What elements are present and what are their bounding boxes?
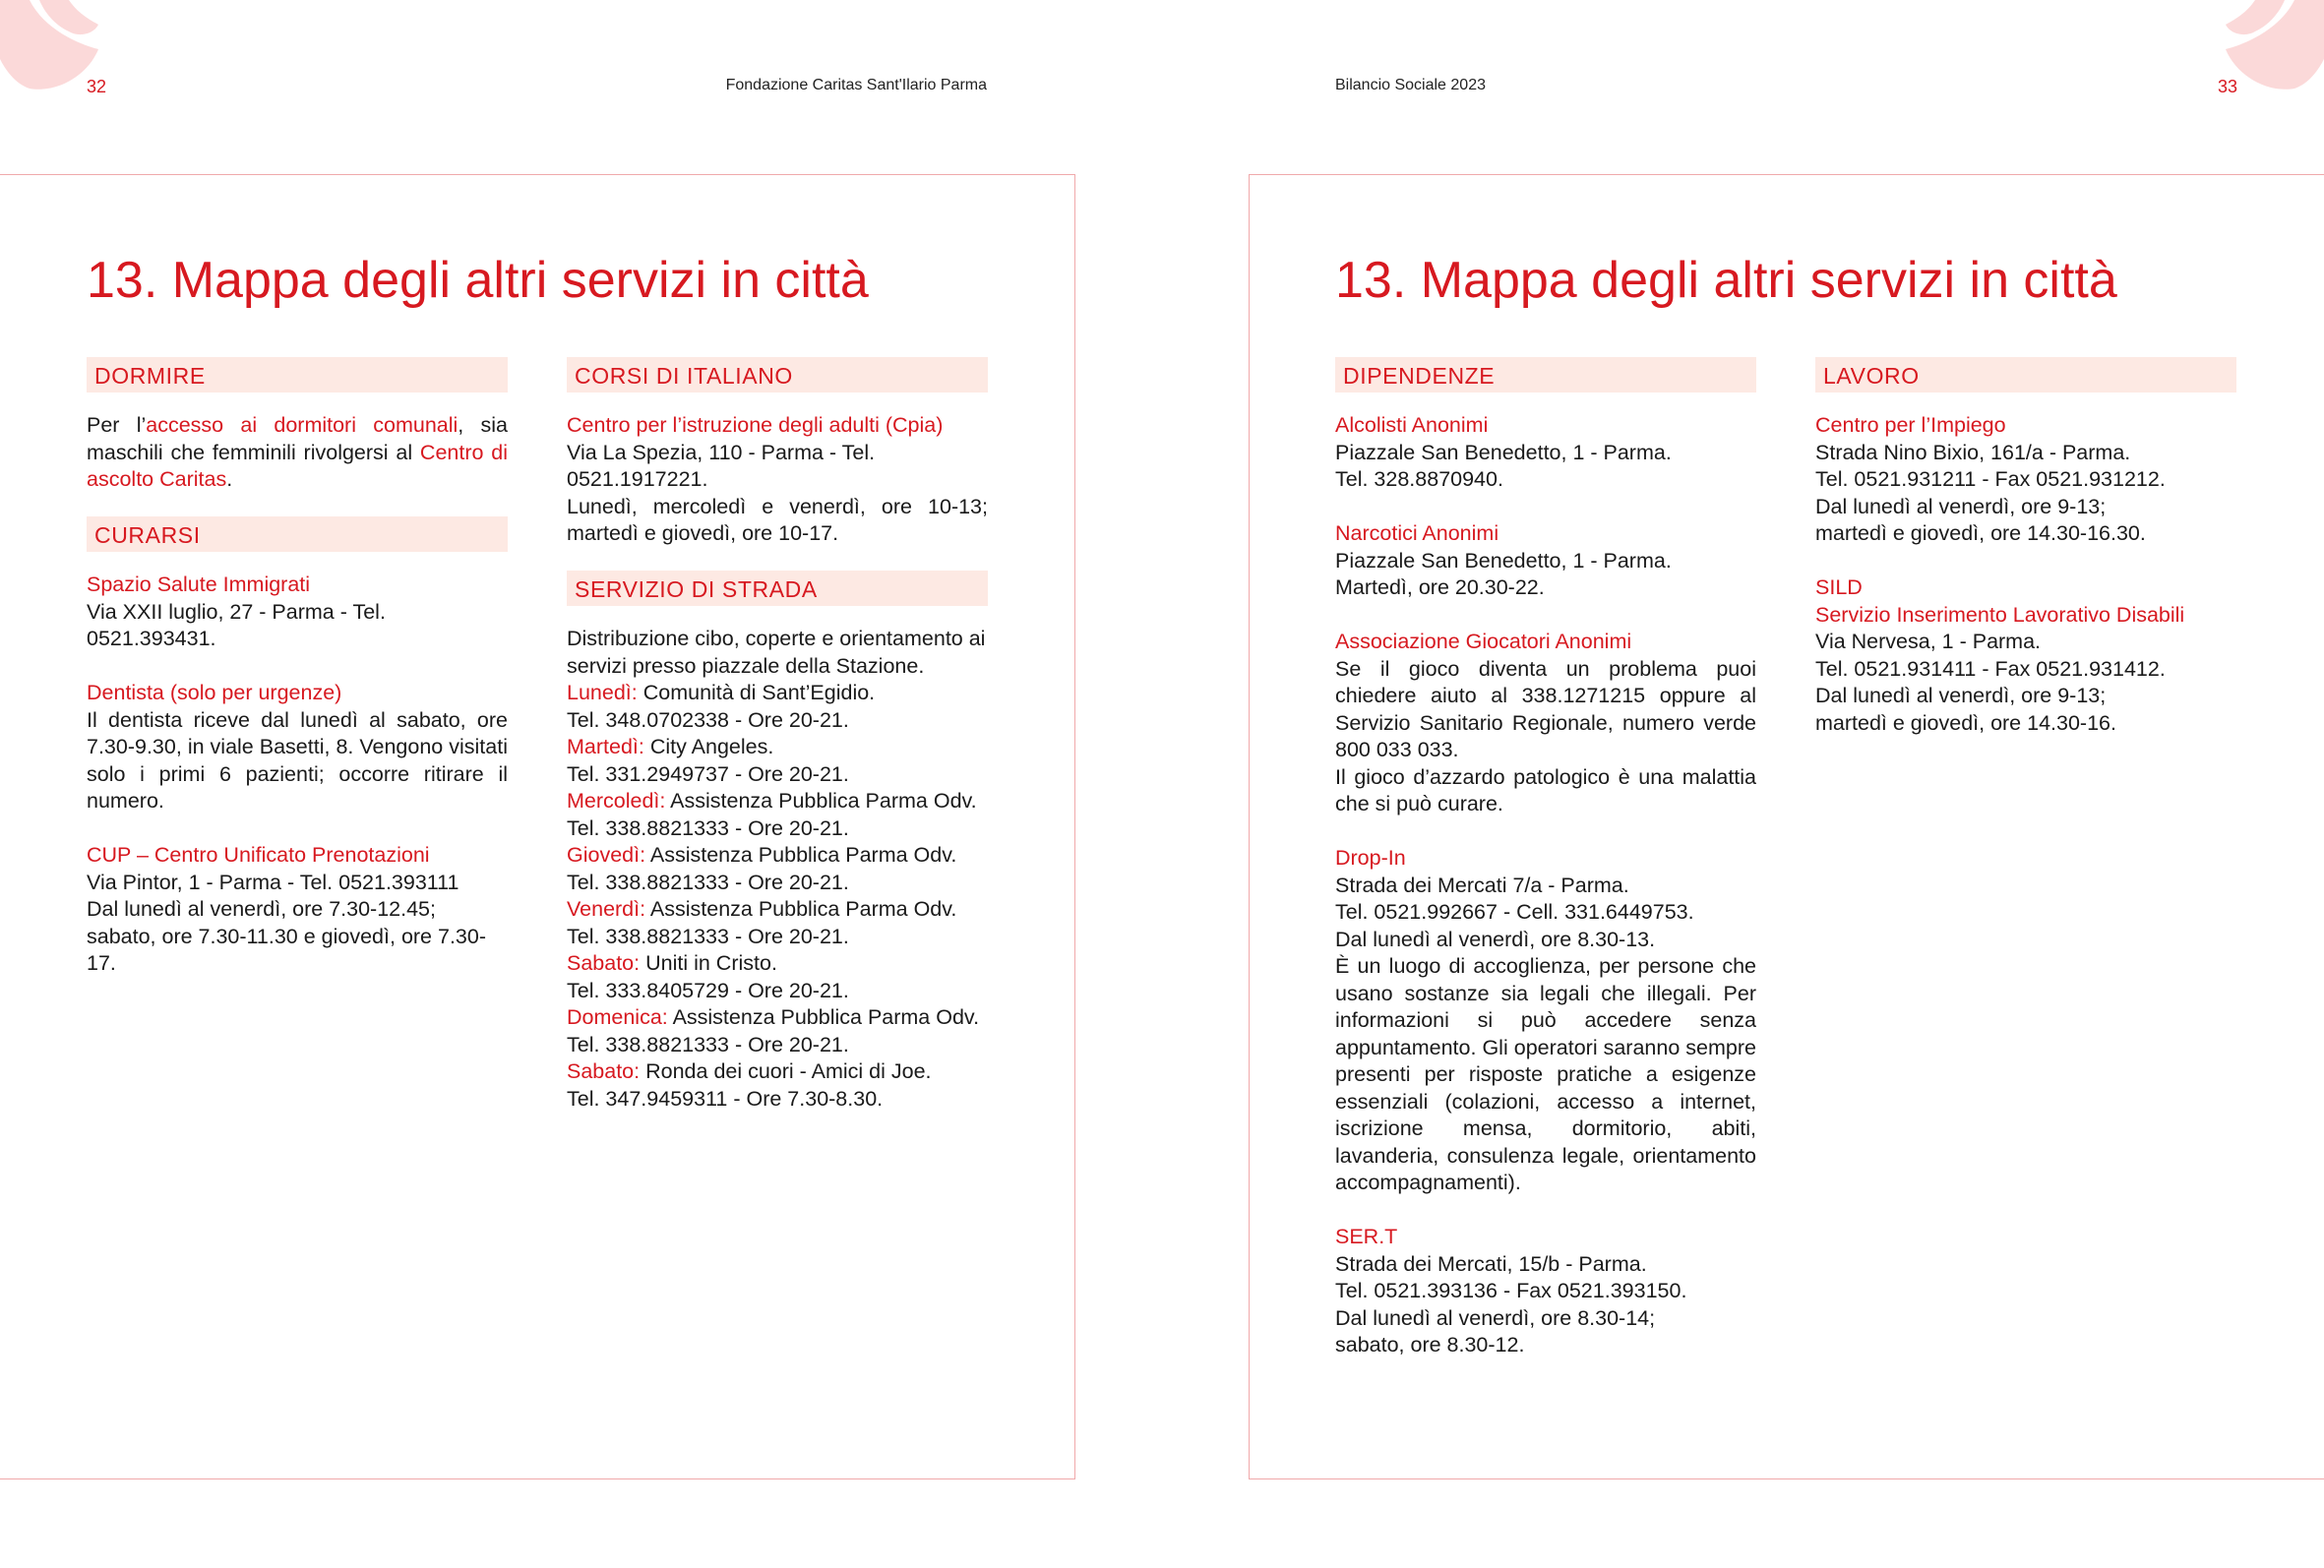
service-detail: Via Pintor, 1 - Parma - Tel. 0521.393111 [87, 870, 459, 894]
section-header-corsi: CORSI DI ITALIANO [567, 357, 988, 392]
service-name: Drop-In [1335, 846, 1406, 870]
service-detail: Tel. 0521.992667 - Cell. 331.6449753. [1335, 900, 1694, 924]
service-item [87, 680, 508, 815]
centro-ascolto-link: Centro di ascolto Caritas [87, 440, 508, 491]
service-name: SER.T [1335, 1225, 1398, 1248]
column-2 [567, 357, 988, 1113]
column-2 [1815, 357, 2236, 764]
schedule-phone: Tel. 347.9459311 - Ore 7.30-8.30. [567, 1086, 884, 1111]
schedule-phone: Tel. 338.8821333 - Ore 20-21. [567, 815, 849, 840]
column-1 [87, 357, 508, 1004]
section-header-servizio-strada: SERVIZIO DI STRADA [567, 571, 988, 606]
section-header-curarsi: CURARSI [87, 516, 508, 552]
page-number: 32 [87, 77, 107, 96]
schedule-entry: Sabato: Uniti in Cristo. [567, 951, 777, 975]
service-item [87, 572, 508, 653]
service-detail: Tel. 0521.931211 - Fax 0521.931212. [1815, 467, 2166, 491]
service-detail: Strada Nino Bixio, 161/a - Parma. [1815, 440, 2131, 464]
service-name: Centro per l’Impiego [1815, 413, 2006, 437]
service-detail: Lunedì, mercoledì e venerdì, ore 10-13; martedì e giovedì, ore 10-17. [567, 494, 988, 545]
schedule-phone: Tel. 348.0702338 - Ore 20-21. [567, 707, 849, 732]
service-detail: Dal lunedì al venerdì, ore 9-13; [1815, 494, 2107, 518]
service-name: Spazio Salute Immigrati [87, 573, 311, 596]
service-item [1335, 1224, 1756, 1359]
service-name: SILD [1815, 575, 1863, 599]
service-detail: Dal lunedì al venerdì, ore 8.30-13. [1335, 927, 1656, 951]
schedule-entry: Sabato: Ronda dei cuori - Amici di Joe. [567, 1059, 932, 1083]
service-detail: Via XXII luglio, 27 - Parma - Tel. 0521.393431. [87, 599, 386, 650]
section-header-lavoro: LAVORO [1815, 357, 2236, 392]
running-head: Fondazione Caritas Sant'Ilario Parma [725, 77, 987, 93]
service-detail: Via La Spezia, 110 - Parma - Tel. 0521.1917221. [567, 440, 876, 491]
service-detail: È un luogo di accoglienza, per persone che usano sostanze sia legali che illegali. Per informazioni si può accedere senza appuntamento. Gli operatori saranno sempre presenti per risposte pratiche a esigenze essenziali (colazioni, accesso a internet, iscrizione mensa, dormitorio, abiti, lavanderia, consulenza legale, orientamento accompagnamenti). [1335, 954, 1756, 1194]
schedule-entry: Domenica: Assistenza Pubblica Parma Odv. [567, 1005, 980, 1029]
service-detail: Via Nervesa, 1 - Parma. [1815, 630, 2042, 653]
service-item [1815, 412, 2236, 548]
service-detail: Strada dei Mercati 7/a - Parma. [1335, 873, 1629, 897]
service-detail: Dal lunedì al venerdì, ore 9-13; [1815, 684, 2107, 707]
service-item [1335, 520, 1756, 602]
schedule-phone: Tel. 331.2949737 - Ore 20-21. [567, 761, 849, 786]
page-number: 33 [2217, 77, 2237, 96]
service-item [1335, 629, 1756, 818]
schedule-entry: Venerdì: Assistenza Pubblica Parma Odv. [567, 897, 957, 921]
service-name: Associazione Giocatori Anonimi [1335, 630, 1632, 653]
service-detail: Piazzale San Benedetto, 1 - Parma. [1335, 440, 1672, 464]
service-item [567, 412, 988, 548]
service-detail: Il gioco d’azzardo patologico è una malattia che si può curare. [1335, 764, 1756, 815]
service-detail: Il dentista riceve dal lunedì al sabato, ore 7.30-9.30, in viale Basetti, 8. Vengono visitati solo i primi 6 pazienti; occorre ritirare il numero. [87, 707, 508, 813]
section-header-dormire: DORMIRE [87, 357, 508, 392]
schedule-entry: Giovedì: Assistenza Pubblica Parma Odv. [567, 843, 957, 867]
service-detail: Piazzale San Benedetto, 1 - Parma. [1335, 548, 1672, 573]
schedule-entry: Martedì: City Angeles. [567, 735, 774, 758]
service-item [1335, 845, 1756, 1197]
service-item [1335, 412, 1756, 494]
service-name: Dentista (solo per urgenze) [87, 681, 342, 704]
service-item [87, 842, 508, 978]
service-detail: Martedì, ore 20.30-22. [1335, 575, 1545, 599]
service-detail: sabato, ore 8.30-12. [1335, 1333, 1525, 1357]
service-item [1815, 574, 2236, 737]
service-detail: Tel. 0521.393136 - Fax 0521.393150. [1335, 1279, 1687, 1302]
service-detail: Strada dei Mercati, 15/b - Parma. [1335, 1251, 1647, 1276]
service-detail: martedì e giovedì, ore 14.30-16. [1815, 710, 2116, 735]
service-detail: Tel. 0521.931411 - Fax 0521.931412. [1815, 656, 2166, 681]
schedule-phone: Tel. 338.8821333 - Ore 20-21. [567, 1032, 849, 1056]
strada-schedule [567, 680, 988, 1113]
strada-intro: Distribuzione cibo, coperte e orientamento ai servizi presso piazzale della Stazione. [567, 627, 986, 678]
schedule-phone: Tel. 338.8821333 - Ore 20-21. [567, 870, 849, 894]
schedule-entry: Lunedì: Comunità di Sant’Egidio. [567, 681, 876, 704]
service-name: Alcolisti Anonimi [1335, 413, 1489, 437]
service-name: Centro per l’istruzione degli adulti (Cpia) [567, 413, 944, 437]
schedule-entry: Mercoledì: Assistenza Pubblica Parma Odv. [567, 789, 977, 813]
service-detail: martedì e giovedì, ore 14.30-16.30. [1815, 521, 2146, 545]
service-detail: Tel. 328.8870940. [1335, 467, 1503, 491]
column-1 [1335, 357, 1756, 1386]
page-title: 13. Mappa degli altri servizi in città [87, 252, 869, 309]
schedule-phone: Tel. 338.8821333 - Ore 20-21. [567, 924, 849, 948]
service-detail: Dal lunedì al venerdì, ore 8.30-14; [1335, 1305, 1656, 1330]
service-detail: Dal lunedì al venerdì, ore 7.30-12.45; sabato, ore 7.30-11.30 e giovedì, ore 7.30-17. [87, 897, 486, 975]
dormire-text: Per l’accesso ai dormitori comunali, sia maschili che femminili rivolgersi al Centro di ascolto Caritas. [87, 413, 509, 491]
schedule-phone: Tel. 333.8405729 - Ore 20-21. [567, 978, 849, 1002]
page-title: 13. Mappa degli altri servizi in città [1335, 252, 2117, 309]
section-header-dipendenze: DIPENDENZE [1335, 357, 1756, 392]
service-name: Narcotici Anonimi [1335, 521, 1499, 545]
service-subname: Servizio Inserimento Lavorativo Disabili [1815, 602, 2185, 627]
service-detail: Se il gioco diventa un problema puoi chiedere aiuto al 338.1271215 oppure al Servizio Sanitario Regionale, numero verde 800 033 033. [1335, 656, 1756, 761]
service-name: CUP – Centro Unificato Prenotazioni [87, 843, 430, 867]
dormitori-link: accesso ai dormitori comunali [146, 413, 459, 437]
right-page [1162, 0, 2324, 1568]
running-head: Bilancio Sociale 2023 [1335, 77, 1486, 93]
